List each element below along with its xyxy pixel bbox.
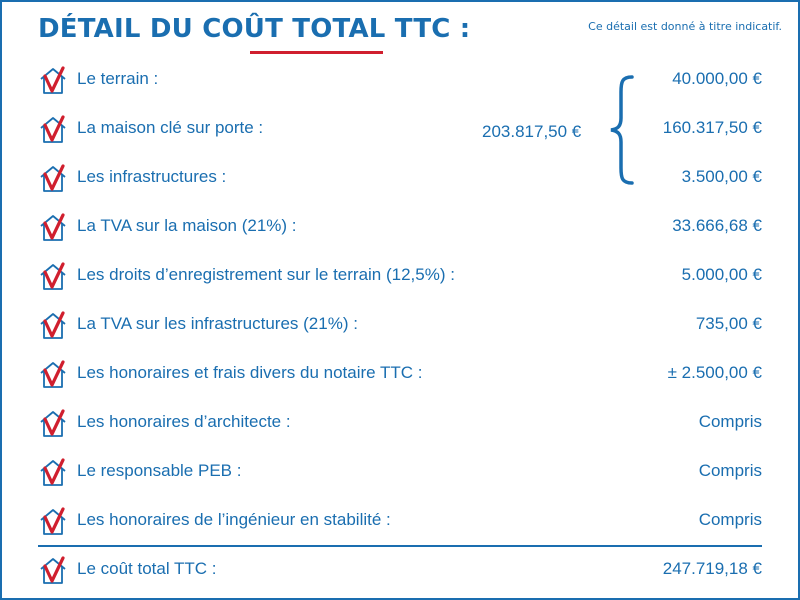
item-value: 735,00 € — [695, 314, 762, 333]
total-separator — [38, 545, 762, 547]
item-label: La TVA sur la maison (21%) : — [77, 216, 297, 235]
house-checkmark-icon — [38, 360, 68, 390]
cost-row-maison — [0, 115, 800, 145]
item-value: ± 2.500,00 € — [667, 363, 762, 382]
item-label: Les honoraires d’architecte : — [77, 412, 291, 431]
house-checkmark-icon — [38, 262, 68, 292]
subtotal-value: 203.817,50 € — [482, 122, 582, 141]
item-label: Les droits d’enregistrement sur le terrain (12,5%) : — [77, 265, 455, 284]
item-label: Les infrastructures : — [77, 167, 227, 186]
cost-row-infrastructures — [0, 164, 800, 194]
item-value: 3.500,00 € — [681, 167, 762, 186]
total-value: 247.719,18 € — [662, 559, 762, 578]
cost-row-ingenieur — [0, 507, 800, 537]
house-checkmark-icon — [38, 66, 68, 96]
house-checkmark-icon — [38, 115, 68, 145]
house-checkmark-icon — [38, 556, 68, 586]
cost-row-tva-infrastructures — [0, 311, 800, 341]
cost-row-droits-enregistrement — [0, 262, 800, 292]
item-value: Compris — [698, 510, 762, 529]
house-checkmark-icon — [38, 507, 68, 537]
item-value: 5.000,00 € — [681, 265, 762, 284]
item-value: 160.317,50 € — [662, 118, 762, 137]
cost-row-peb — [0, 458, 800, 488]
item-value: 33.666,68 € — [672, 216, 762, 235]
item-label: Le responsable PEB : — [77, 461, 242, 480]
item-label: Les honoraires et frais divers du notaire TTC : — [77, 363, 423, 382]
house-checkmark-icon — [38, 458, 68, 488]
cost-row-total — [0, 556, 800, 586]
item-label: La maison clé sur porte : — [77, 118, 264, 137]
cost-row-architecte — [0, 409, 800, 439]
item-value: Compris — [698, 461, 762, 480]
cost-row-notaire — [0, 360, 800, 390]
title-underline — [250, 51, 383, 54]
curly-brace-icon — [606, 74, 636, 186]
page-title: DÉTAIL DU COÛT TOTAL TTC : — [38, 14, 471, 44]
house-checkmark-icon — [38, 311, 68, 341]
indicative-note: Ce détail est donné à titre indicatif. — [588, 20, 782, 33]
cost-row-terrain — [0, 66, 800, 96]
item-value: Compris — [698, 412, 762, 431]
house-checkmark-icon — [38, 409, 68, 439]
item-label: Les honoraires de l’ingénieur en stabilité : — [77, 510, 391, 529]
house-checkmark-icon — [38, 164, 68, 194]
item-label: Le terrain : — [77, 69, 159, 88]
item-value: 40.000,00 € — [672, 69, 762, 88]
item-label: La TVA sur les infrastructures (21%) : — [77, 314, 358, 333]
total-label: Le coût total TTC : — [77, 559, 217, 578]
cost-row-tva-maison — [0, 213, 800, 243]
house-checkmark-icon — [38, 213, 68, 243]
